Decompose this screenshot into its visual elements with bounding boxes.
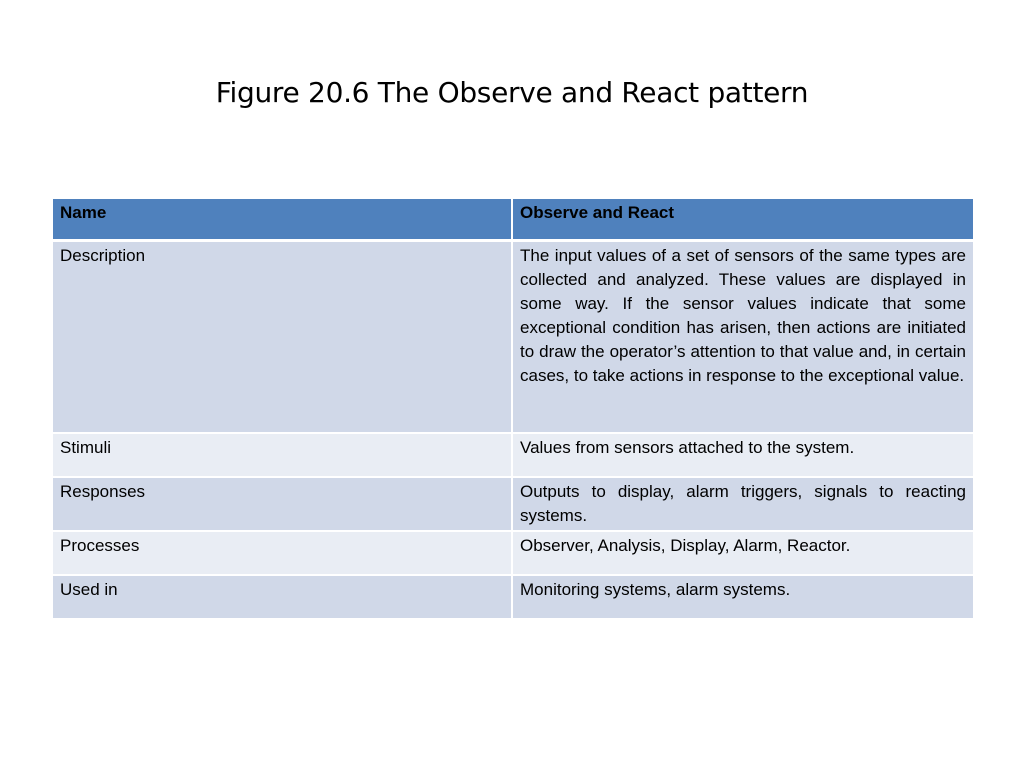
table-row-responses xyxy=(52,477,974,531)
slide-title: Figure 20.6 The Observe and React pattern xyxy=(215,76,809,109)
header-name-label: Name xyxy=(52,198,512,241)
row-label: Used in xyxy=(52,575,512,619)
row-label: Responses xyxy=(52,477,512,531)
pattern-table xyxy=(51,197,975,620)
table-row-used-in xyxy=(52,575,974,619)
row-value: Observer, Analysis, Display, Alarm, Reactor. xyxy=(512,531,974,575)
table-row-processes xyxy=(52,531,974,575)
table-row-stimuli xyxy=(52,433,974,477)
row-value: Outputs to display, alarm triggers, signals to reacting systems. xyxy=(512,477,974,531)
table-row-description xyxy=(52,241,974,434)
row-value: Monitoring systems, alarm systems. xyxy=(512,575,974,619)
row-value: Values from sensors attached to the system. xyxy=(512,433,974,477)
row-label: Description xyxy=(52,241,512,434)
row-value: The input values of a set of sensors of the same types are collected and analyzed. These values are displayed in some way. If the sensor values indicate that some exceptional condition has arisen, then actions are initiated to draw the operator’s attention to that value and, in certain cases, to take actions in response to the exceptional value. xyxy=(512,241,974,434)
row-label: Stimuli xyxy=(52,433,512,477)
header-pattern-name: Observe and React xyxy=(512,198,974,241)
row-label: Processes xyxy=(52,531,512,575)
table-header-row xyxy=(52,198,974,241)
